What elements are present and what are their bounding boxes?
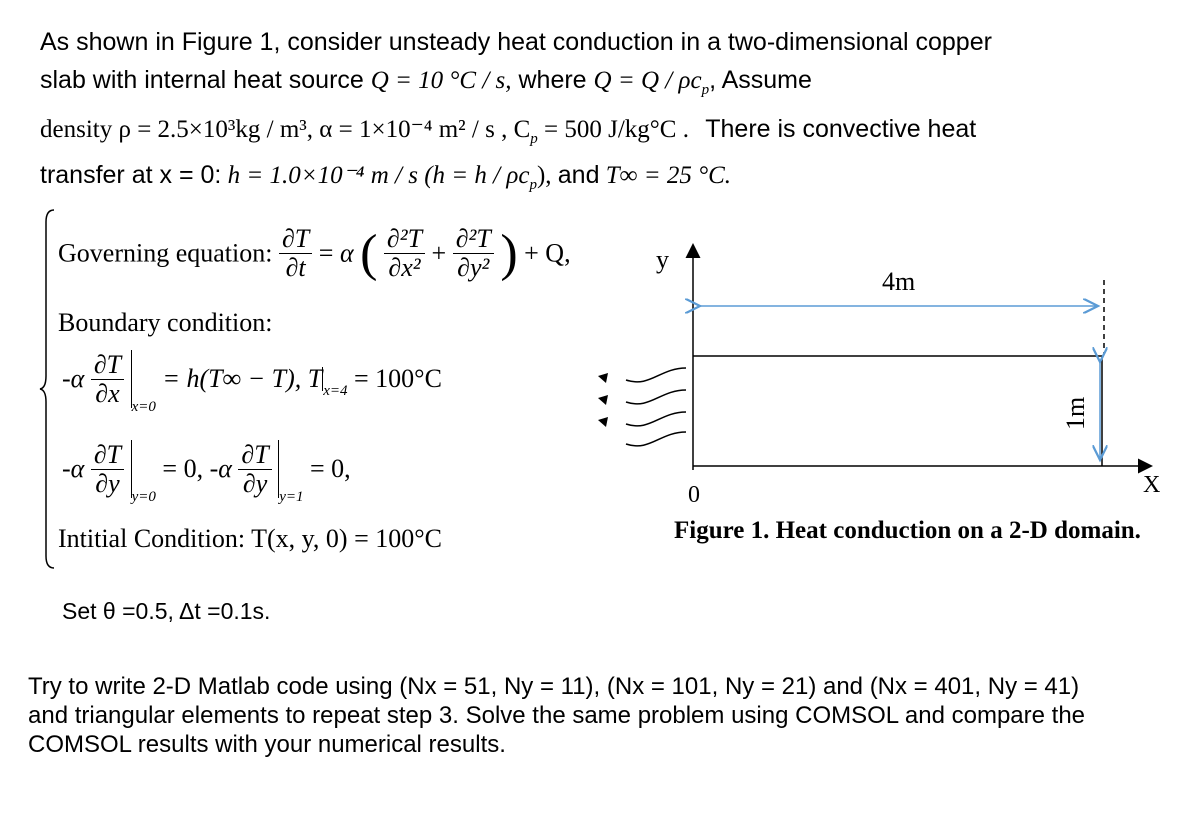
heat-source-value: Q = 10 °C / s, bbox=[370, 67, 512, 94]
subscript-p: p bbox=[701, 82, 710, 98]
neg-alpha: -α bbox=[62, 364, 85, 393]
intro-line-4 bbox=[40, 160, 731, 194]
numerator: ∂²T bbox=[453, 225, 494, 254]
denominator: ∂x bbox=[95, 378, 120, 408]
denominator: ∂y² bbox=[457, 253, 490, 282]
numerator: ∂²T bbox=[384, 225, 425, 254]
neg-alpha: -α bbox=[209, 454, 232, 483]
convective-bc: = h(T∞ − T), T bbox=[162, 364, 323, 393]
denominator: ∂t bbox=[285, 253, 306, 282]
domain-figure bbox=[590, 240, 1170, 510]
eval-y1: y=1 bbox=[279, 488, 304, 505]
denominator: ∂x² bbox=[388, 253, 421, 282]
eval-y0: y=0 bbox=[131, 488, 156, 505]
zero-flux: = 0, bbox=[309, 454, 351, 483]
specific-heat: = 500 J/kg°C . bbox=[537, 116, 689, 143]
y-axis-label: y bbox=[656, 245, 669, 274]
governing-equation bbox=[58, 224, 571, 283]
wave-4 bbox=[626, 432, 686, 446]
second-derivative-x bbox=[384, 225, 425, 282]
initial-condition: Intitial Condition: T(x, y, 0) = 100°C bbox=[58, 524, 442, 553]
height-label: 1m bbox=[1061, 396, 1090, 430]
x-derivative bbox=[91, 351, 124, 408]
eval-x0: x=0 bbox=[131, 398, 156, 415]
right-paren: ) bbox=[500, 225, 518, 282]
dirichlet-value: = 100°C bbox=[354, 364, 442, 393]
figure-caption: Figure 1. Heat conduction on a 2-D domain. bbox=[674, 517, 1141, 544]
subscript-p: p bbox=[529, 177, 537, 193]
wave-3 bbox=[626, 412, 686, 426]
material-properties: ρ = 2.5×10³kg / m³, α = 1×10⁻⁴ m² / s , C bbox=[118, 116, 531, 143]
convection-coefficient: h = 1.0×10⁻⁴ m / s (h = h / ρc bbox=[227, 162, 530, 189]
x-axis-label: X bbox=[1143, 472, 1161, 498]
boundary-condition-x bbox=[62, 350, 442, 416]
task-text: Try to write 2-D Matlab code using (Nx = 51, Ny = 11), (Nx = 101, Ny = 21) and (Nx = 401, Ny = 41) and triangular elements to repeat step 3. Solve the same problem using COMSOL and compare the COMSOL results with your numerical results. bbox=[28, 673, 1086, 758]
subscript-p: p bbox=[530, 131, 538, 147]
denominator: ∂y bbox=[242, 468, 268, 498]
second-derivative-y bbox=[453, 225, 494, 282]
density-label: density bbox=[40, 116, 113, 143]
ambient-temperature: T∞ = 25 °C. bbox=[605, 162, 732, 189]
boundary-label: Boundary condition: bbox=[58, 308, 273, 337]
intro-line-1: As shown in Figure 1, consider unsteady heat conduction in a two-dimensional copper bbox=[40, 28, 992, 56]
arrowhead-1 bbox=[598, 373, 608, 383]
origin-label: 0 bbox=[688, 482, 700, 508]
intro-line-4-text: transfer at x = 0: bbox=[40, 161, 222, 189]
time-derivative bbox=[279, 225, 312, 282]
system-brace bbox=[38, 208, 58, 570]
intro-line-4-and: and bbox=[557, 161, 600, 189]
numerator: ∂T bbox=[238, 441, 271, 470]
plus: + bbox=[431, 238, 447, 268]
intro-line-2-text: slab with internal heat source bbox=[40, 66, 364, 94]
heat-source-definition: Q = Q / ρc bbox=[593, 67, 702, 94]
intro-line-3 bbox=[40, 114, 976, 148]
close-paren: ), bbox=[536, 162, 552, 189]
convection-arrowheads bbox=[598, 373, 608, 427]
intro-line-2 bbox=[40, 66, 812, 99]
neg-alpha: -α bbox=[62, 454, 85, 483]
arrowhead-3 bbox=[598, 417, 608, 427]
intro-line-3-text: There is convective heat bbox=[705, 115, 977, 143]
numerator: ∂T bbox=[91, 351, 124, 380]
source-term: + Q, bbox=[524, 238, 571, 268]
intro-line-2-assume: , Assume bbox=[709, 66, 812, 94]
parameters: Set θ =0.5, Δt =0.1s. bbox=[62, 598, 271, 624]
eval-x4: x=4 bbox=[323, 382, 348, 399]
y-derivative-bottom bbox=[91, 441, 124, 498]
numerator: ∂T bbox=[91, 441, 124, 470]
governing-label: Governing equation: bbox=[58, 238, 273, 268]
zero-flux: = 0, bbox=[162, 454, 204, 483]
width-label: 4m bbox=[882, 267, 916, 296]
convection-waves bbox=[626, 368, 686, 446]
y-derivative-top bbox=[238, 441, 271, 498]
numerator: ∂T bbox=[279, 225, 312, 254]
left-paren: ( bbox=[360, 225, 378, 282]
wave-2 bbox=[626, 390, 686, 404]
alpha: α bbox=[339, 238, 354, 268]
arrowhead-2 bbox=[598, 395, 608, 405]
equals: = bbox=[318, 238, 334, 268]
boundary-condition-y bbox=[62, 440, 351, 506]
intro-line-2-where: where bbox=[518, 66, 587, 94]
wave-1 bbox=[626, 368, 686, 382]
denominator: ∂y bbox=[95, 468, 120, 498]
